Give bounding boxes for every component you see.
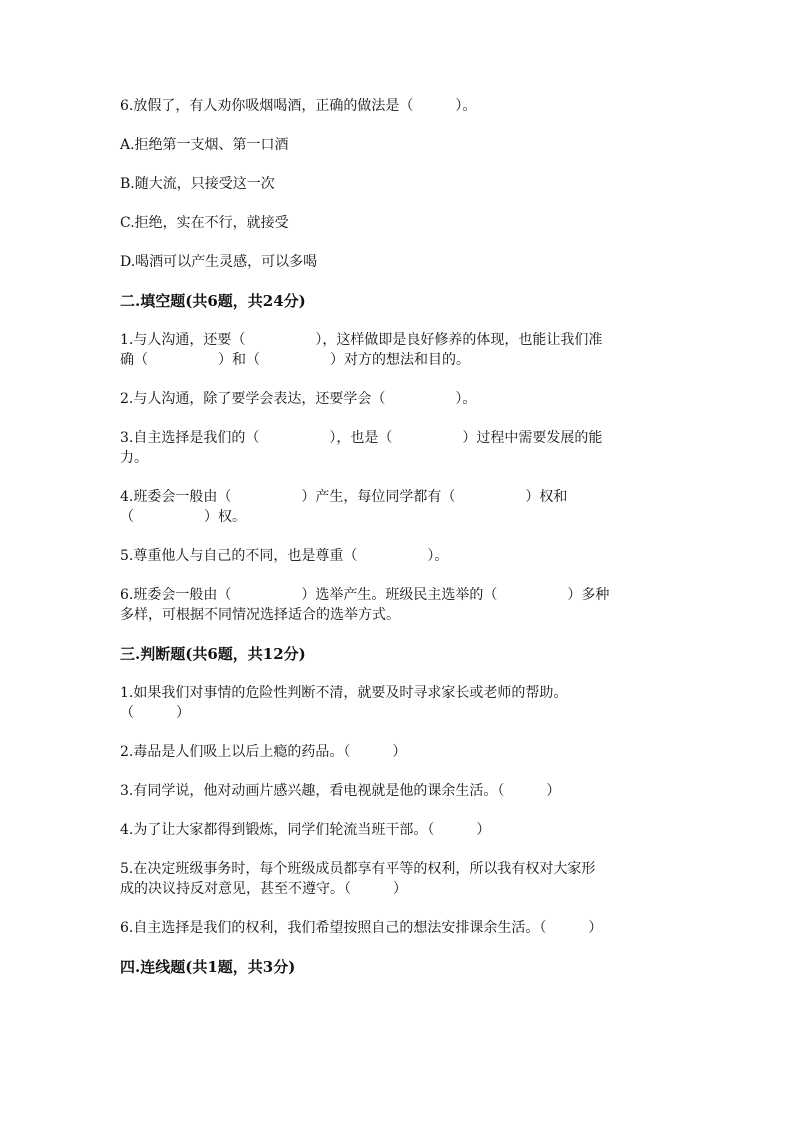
option-b	[120, 174, 680, 194]
question-choice-6	[120, 96, 680, 116]
question-line: 5.尊重他人与自己的不同，也是尊重（ ）。	[120, 548, 449, 564]
fill-question-3	[120, 428, 680, 468]
option-c	[120, 213, 680, 233]
fill-question-6	[120, 585, 680, 625]
fill-question-5	[120, 546, 680, 566]
question-line: 3.自主选择是我们的（ ），也是（ ）过程中需要发展的能	[120, 430, 603, 446]
document-page	[120, 96, 680, 996]
question-line: 成的决议持反对意见，甚至不遵守。（ ）	[120, 881, 407, 897]
section-title: 二.填空题(共6题，共24分)	[120, 292, 306, 310]
option-a	[120, 135, 680, 155]
question-stem: 6.放假了，有人劝你吸烟喝酒，正确的做法是（ ）。	[120, 98, 477, 114]
fill-question-4	[120, 487, 680, 527]
question-line: 1.如果我们对事情的危险性判断不清，就要及时寻求家长或老师的帮助。	[120, 685, 568, 701]
question-line: 多样，可根据不同情况选择适合的选举方式。	[120, 607, 400, 623]
question-line: （ ）权。	[120, 509, 246, 525]
option-text: C.拒绝，实在不行，就接受	[120, 215, 289, 231]
question-line: 3.有同学说，他对动画片感兴趣，看电视就是他的课余生活。（ ）	[120, 783, 561, 799]
judge-question-3	[120, 781, 680, 801]
question-line: （ ）	[120, 705, 190, 721]
question-line: 确（ ）和（ ）对方的想法和目的。	[120, 352, 470, 368]
judge-question-2	[120, 742, 680, 762]
section-title: 三.判断题(共6题，共12分)	[120, 645, 306, 663]
section-heading-matching	[120, 957, 680, 977]
judge-question-5	[120, 859, 680, 899]
question-line: 2.与人沟通，除了要学会表达，还要学会（ ）。	[120, 391, 477, 407]
judge-question-6	[120, 918, 680, 938]
option-text: A.拒绝第一支烟、第一口酒	[120, 137, 289, 153]
judge-question-4	[120, 820, 680, 840]
question-line: 6.自主选择是我们的权利，我们希望按照自己的想法安排课余生活。（ ）	[120, 920, 603, 936]
question-line: 6.班委会一般由（ ）选举产生。班级民主选举的（ ）多种	[120, 587, 610, 603]
judge-question-1	[120, 683, 680, 723]
option-text: B.随大流，只接受这一次	[120, 176, 275, 192]
option-text: D.喝酒可以产生灵感，可以多喝	[120, 254, 318, 270]
question-line: 2.毒品是人们吸上以后上瘾的药品。（ ）	[120, 744, 407, 760]
option-d	[120, 252, 680, 272]
section-title: 四.连线题(共1题，共3分)	[120, 958, 296, 976]
question-line: 4.为了让大家都得到锻炼，同学们轮流当班干部。（ ）	[120, 822, 491, 838]
fill-question-1	[120, 330, 680, 370]
section-heading-true-false	[120, 644, 680, 664]
question-line: 4.班委会一般由（ ）产生，每位同学都有（ ）权和	[120, 489, 568, 505]
fill-question-2	[120, 389, 680, 409]
section-heading-fill-blank	[120, 291, 680, 311]
question-line: 力。	[120, 450, 148, 466]
question-line: 5.在决定班级事务时，每个班级成员都享有平等的权利，所以我有权对大家形	[120, 861, 596, 877]
question-line: 1.与人沟通，还要（ ），这样做即是良好修养的体现，也能让我们准	[120, 332, 603, 348]
